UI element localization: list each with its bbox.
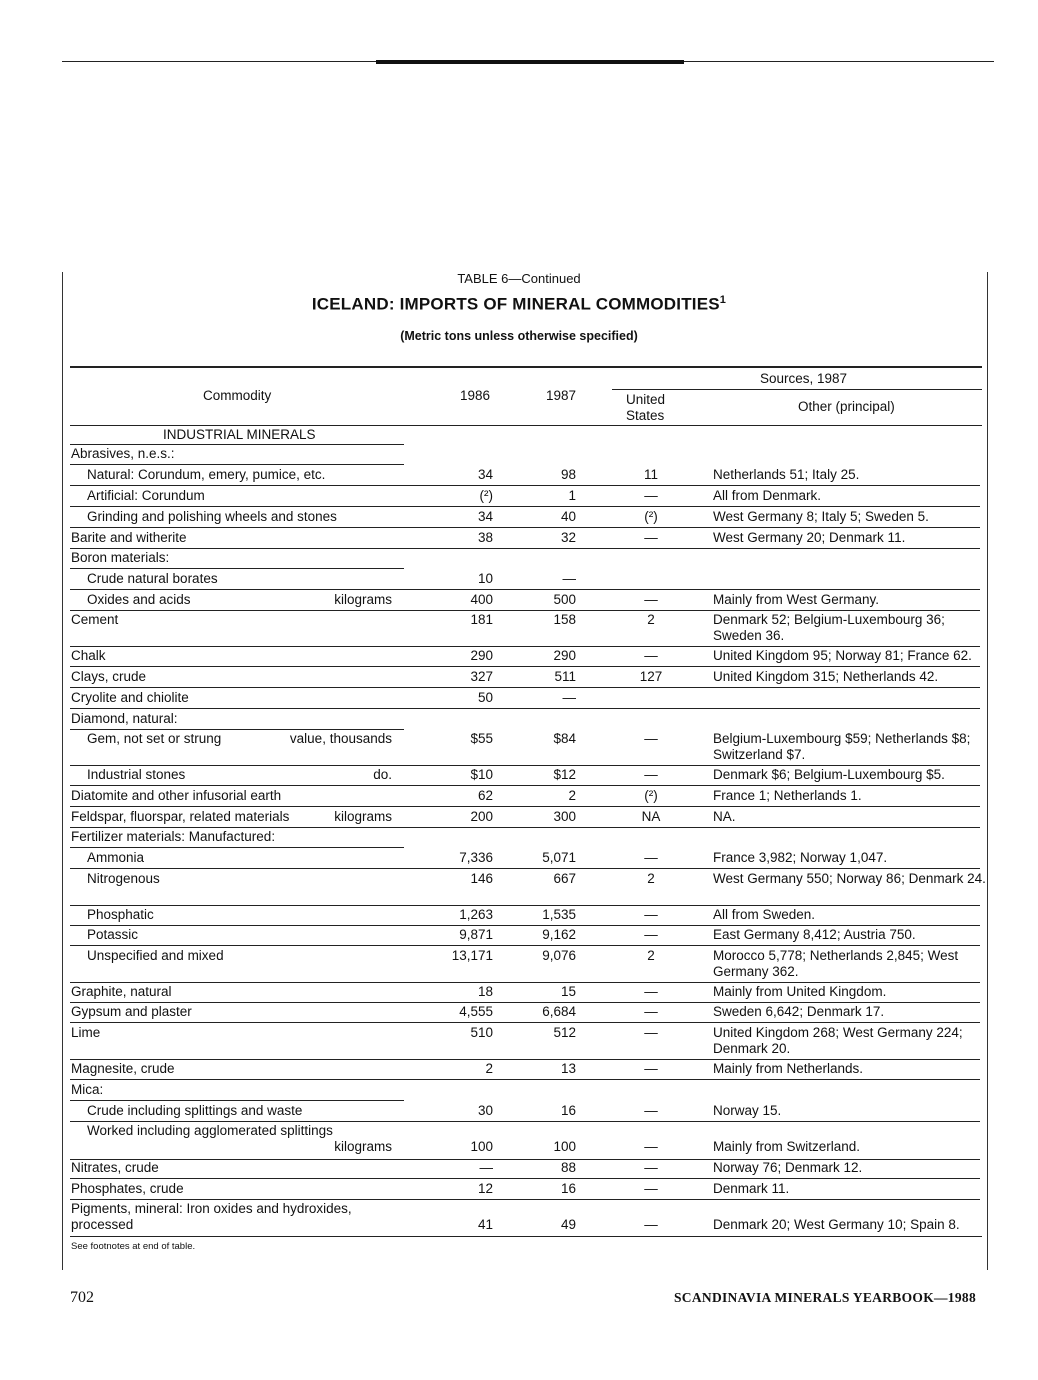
cell-other: East Germany 8,412; Austria 750. [713,927,916,942]
cell-1986: 41 [477,1217,493,1232]
cell-other: West Germany 550; Norway 86; Denmark 24. [713,871,986,886]
cell-united-states: — [644,648,658,663]
header-bottom-rule [70,425,982,426]
cell-1987: 32 [560,530,576,545]
row-label: Clays, crude [71,669,147,684]
title-footnote-marker: 1 [719,294,727,306]
cell-united-states: — [644,1061,658,1076]
row-label: Mica: [71,1082,104,1097]
cell-other: Mainly from United Kingdom. [713,984,887,999]
row-label: Industrial stones [87,767,186,782]
cell-1987: 16 [560,1181,576,1196]
row-rule [70,765,980,766]
table-subtitle: (Metric tons unless otherwise specified) [400,329,638,343]
row-label: Chalk [71,648,106,663]
cell-1987: 98 [560,467,576,482]
cell-1986: 50 [477,690,493,705]
row-rule [70,1178,980,1179]
row-rule [70,687,980,688]
cell-1986: — [479,1160,493,1175]
cell-united-states: NA [641,809,661,824]
row-label: Crude including splittings and waste [87,1103,303,1118]
cell-1986: 12 [477,1181,493,1196]
cell-1986: 7,336 [459,850,493,865]
row-rule [70,847,404,848]
row-rule [70,1121,980,1122]
row-rule [70,527,980,528]
cell-other: France 3,982; Norway 1,047. [713,850,888,865]
row-label: Fertilizer materials: Manufactured: [71,829,276,844]
cell-1986: 4,555 [459,1004,493,1019]
cell-other: Norway 15. [713,1103,782,1118]
row-unit: kilograms [334,809,392,824]
row-rule [70,1079,980,1080]
cell-other: Sweden 6,642; Denmark 17. [713,1004,885,1019]
cell-1986: 9,871 [459,927,493,942]
cell-united-states: — [644,1217,658,1232]
cell-1986: 30 [477,1103,493,1118]
cell-other: Belgium-Luxembourg $59; Netherlands $8; Switzerland $7. [713,731,971,762]
cell-1987: $84 [553,731,576,746]
left-border [62,272,63,1270]
row-rule [70,666,980,667]
cell-united-states: — [644,731,658,746]
cell-other: Denmark 20; West Germany 10; Spain 8. [713,1217,960,1232]
page-number: 702 [70,1289,94,1306]
cell-other: All from Sweden. [713,907,816,922]
row-rule [70,1199,980,1200]
row-rule [70,485,980,486]
cell-1987: 500 [553,592,576,607]
row-rule [70,464,404,465]
sources-rule [612,389,982,390]
cell-united-states: — [644,927,658,942]
cell-other: United Kingdom 268; West Germany 224; Denmark 20. [713,1025,963,1056]
table-bottom-rule [70,1236,982,1237]
cell-united-states: — [644,767,658,782]
cell-other: Mainly from West Germany. [713,592,880,607]
row-rule [70,1059,980,1060]
cell-united-states: — [644,530,658,545]
row-rule [70,646,980,647]
table-title-text: ICELAND: IMPORTS OF MINERAL COMMODITIES [311,294,720,314]
cell-1987: 1 [568,488,576,503]
cell-united-states: 11 [643,467,658,482]
cell-united-states: — [644,1004,658,1019]
row-unit: kilograms [334,592,392,607]
cell-other: Denmark 11. [713,1181,790,1196]
cell-1987: 9,076 [542,948,576,963]
cell-other: West Germany 8; Italy 5; Sweden 5. [713,509,929,524]
row-label: Unspecified and mixed [87,948,224,963]
section-rule [70,444,404,445]
cell-1987: 1,535 [542,907,576,922]
row-label: Phosphates, crude [71,1181,184,1196]
row-label: Barite and witherite [71,530,187,545]
cell-other: France 1; Netherlands 1. [713,788,862,803]
cell-1987: 158 [553,612,576,627]
cell-1986: 13,171 [451,948,493,963]
row-label: Grinding and polishing wheels and stones [87,509,337,524]
cell-1987: 88 [560,1160,576,1175]
cell-1986: 290 [470,648,493,663]
row-rule [70,806,980,807]
row-label: Feldspar, fluorspar, related materials [71,809,290,824]
row-rule [70,568,404,569]
cell-other: West Germany 20; Denmark 11. [713,530,906,545]
cell-united-states: 2 [647,612,655,627]
cell-1986: 1,263 [459,907,493,922]
cell-other: Mainly from Netherlands. [713,1061,864,1076]
cell-1987: 300 [553,809,576,824]
cell-1986: 100 [470,1139,493,1154]
cell-other: NA. [713,809,736,824]
row-label: Lime [71,1025,101,1040]
section-heading: INDUSTRIAL MINERALS [163,427,316,442]
cell-1987: 290 [553,648,576,663]
row-rule [70,506,980,507]
row-label: Oxides and acids [87,592,191,607]
cell-other: Mainly from Switzerland. [713,1139,861,1154]
table-title [0,294,1038,315]
cell-other: Denmark $6; Belgium-Luxembourg $5. [713,767,945,782]
row-unit: do. [373,767,392,782]
row-label: Graphite, natural [71,984,172,999]
cell-1986: 146 [470,871,493,886]
row-rule [70,610,980,611]
cell-1987: 2 [568,788,576,803]
row-label: Artificial: Corundum [87,488,205,503]
cell-1987: 49 [560,1217,576,1232]
cell-other: Morocco 5,778; Netherlands 2,845; West Germany 362. [713,948,959,979]
cell-1987: 667 [553,871,576,886]
row-label: Phosphatic [87,907,154,922]
row-label: Boron materials: [71,550,170,565]
header-top-rule [70,366,982,368]
row-label: Crude natural borates [87,571,218,586]
cell-1987: 9,162 [542,927,576,942]
cell-united-states: — [644,1181,658,1196]
cell-1986: 2 [485,1061,493,1076]
row-label: Cryolite and chiolite [71,690,189,705]
col-commodity: Commodity [203,388,272,403]
row-label: Magnesite, crude [71,1061,175,1076]
col-other: Other (principal) [798,399,895,414]
row-rule [70,868,980,869]
row-rule [70,905,980,906]
row-label: Pigments, mineral: Iron oxides and hydroxides, processed [71,1201,352,1232]
cell-united-states: — [644,1025,658,1040]
row-rule [70,1002,980,1003]
row-label: Natural: Corundum, emery, pumice, etc. [87,467,326,482]
row-label: Nitrogenous [87,871,160,886]
cell-other: All from Denmark. [713,488,822,503]
row-rule [70,708,980,709]
cell-1986: 510 [470,1025,493,1040]
row-label: Gem, not set or strung [87,731,222,746]
row-rule [70,1100,404,1101]
cell-united-states: — [644,592,658,607]
cell-united-states: — [644,850,658,865]
row-rule [70,589,980,590]
cell-other: Norway 76; Denmark 12. [713,1160,863,1175]
row-rule [70,1022,980,1023]
cell-1987: — [562,690,576,705]
cell-other: United Kingdom 315; Netherlands 42. [713,669,939,684]
cell-united-states: (²) [644,788,658,803]
cell-1986: 200 [470,809,493,824]
row-label: Worked including agglomerated splittings [87,1123,333,1138]
cell-united-states: 2 [647,948,655,963]
cell-1987: 16 [560,1103,576,1118]
cell-1986: 18 [477,984,493,999]
cell-1987: 511 [554,669,576,684]
cell-1987: 100 [553,1139,576,1154]
cell-1986: 38 [477,530,493,545]
cell-1987: 15 [560,984,576,999]
row-unit: kilograms [334,1139,392,1154]
row-label: Gypsum and plaster [71,1004,192,1019]
cell-united-states: 127 [639,669,663,684]
running-title: SCANDINAVIA MINERALS YEARBOOK—1988 [674,1290,976,1305]
cell-1986: 327 [470,669,493,684]
cell-1987: $12 [553,767,576,782]
cell-1987: 5,071 [542,850,576,865]
cell-1986: 62 [477,788,493,803]
cell-united-states: 2 [647,871,655,886]
top-bar [376,60,684,64]
cell-1986: $55 [470,731,493,746]
row-rule [70,785,980,786]
cell-other: United Kingdom 95; Norway 81; France 62. [713,648,972,663]
cell-united-states: — [644,488,658,503]
row-rule [70,827,980,828]
row-label: Potassic [87,927,139,942]
cell-united-states: — [644,1160,658,1175]
row-label: Diamond, natural: [71,711,178,726]
col-1986: 1986 [460,388,491,403]
row-rule [70,945,980,946]
cell-1987: 40 [560,509,576,524]
col-1987: 1987 [546,388,577,403]
row-label: Cement [71,612,119,627]
cell-other: Denmark 52; Belgium-Luxembourg 36; Sweden 36. [713,612,945,643]
cell-1986: $10 [470,767,493,782]
row-label: Abrasives, n.e.s.: [71,446,175,461]
cell-1987: 512 [553,1025,576,1040]
cell-other: Netherlands 51; Italy 25. [713,467,860,482]
row-rule [70,925,980,926]
cell-1987: — [562,571,576,586]
col-united-states: United States [626,392,666,423]
row-label: Nitrates, crude [71,1160,159,1175]
row-rule [70,982,980,983]
row-rule [70,548,980,549]
cell-united-states: — [644,1103,658,1118]
cell-united-states: — [644,984,658,999]
cell-united-states: — [644,1139,658,1154]
cell-united-states: — [644,907,658,922]
row-rule [70,729,404,730]
row-label: Ammonia [87,850,145,865]
cell-1986: 34 [477,509,493,524]
footnote: See footnotes at end of table. [71,1241,196,1252]
cell-1986: 34 [477,467,493,482]
col-sources: Sources, 1987 [760,371,848,386]
cell-1987: 6,684 [542,1004,576,1019]
cell-1987: 13 [560,1061,576,1076]
cell-1986: 400 [470,592,493,607]
cell-1986: 181 [470,612,493,627]
cell-1986: (²) [479,488,493,503]
table-label: TABLE 6—Continued [457,271,581,286]
row-label: Diatomite and other infusorial earth [71,788,282,803]
cell-united-states: (²) [644,509,658,524]
row-unit: value, thousands [289,731,392,746]
cell-1986: 10 [477,571,493,586]
